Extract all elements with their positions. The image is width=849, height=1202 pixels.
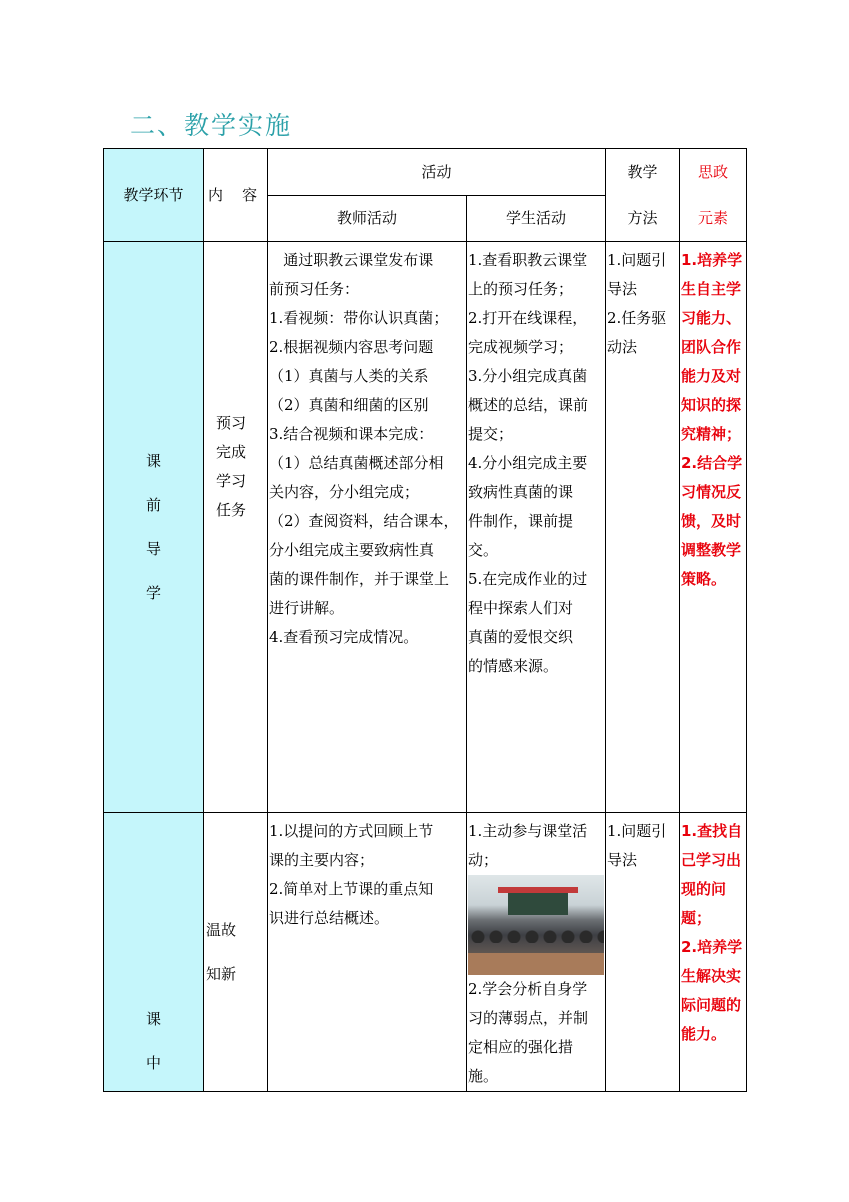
student-line: 动； [468,851,499,869]
ideo-line: 1.查找自 [681,822,743,840]
ideo-cell [680,242,747,813]
header-ideo [680,149,747,242]
student-line: 的情感来源。 [468,657,559,675]
teacher-line: （2）查阅资料，结合课本， [269,512,459,530]
student-line: 概述的总结，课前 [468,396,589,414]
ideo-line: 调整教学 [681,541,742,559]
header-content: 内 容 [204,149,268,242]
stage-char: 中 [145,1054,161,1072]
teacher-line: 菌的课件制作，并于课堂上 [269,570,450,588]
ideo-line: 2.培养学 [681,938,743,956]
teacher-line: 2.简单对上节课的重点知 [269,880,434,898]
ideo-line: 己学习出 [681,851,742,869]
student-line: 交。 [468,541,499,559]
ideo-line: 题； [681,909,712,927]
teacher-line: （2）真菌和细菌的区别 [269,396,429,414]
student-line: 2.打开在线课程， [468,309,588,327]
ideo-line: 策略。 [681,570,727,588]
teacher-line: 前预习任务： [269,280,360,298]
content-line: 任务 [216,501,247,519]
content-line: 学习 [216,472,247,490]
ideo-line: 能力及对 [681,367,742,385]
student-line: 完成视频学习； [468,338,574,356]
teacher-line: 进行讲解。 [269,599,345,617]
content-line: 温故 [206,921,237,939]
method-cell [606,242,680,813]
classroom-photo [468,875,604,975]
teacher-line: 2.根据视频内容思考问题 [269,338,434,356]
student-line: 提交； [468,425,514,443]
ideo-line: 馈，及时 [681,512,742,530]
student-line: 3.分小组完成真菌 [468,367,588,385]
teacher-line: 识进行总结概述。 [269,909,390,927]
header-ideo-line1: 思政 [697,163,728,181]
student-line: 5.在完成作业的过 [468,570,588,588]
student-line: 上的预习任务； [468,280,574,298]
teacher-line: （1）真菌与人类的关系 [269,367,429,385]
ideo-line: 际问题的 [681,996,742,1014]
student-line: 件制作，课前提 [468,512,574,530]
content-cell [204,242,268,813]
ideo-line: 现的问 [681,880,727,898]
teacher-activity-cell [268,813,467,1092]
stage-char: 前 [145,496,161,514]
method-line: 1.问题引 [607,822,667,840]
stage-char: 课 [145,452,161,470]
header-method-line2: 方法 [627,209,658,227]
teacher-line: 3.结合视频和课本完成： [269,425,434,443]
teacher-activity-cell [268,242,467,813]
teaching-plan-table [103,148,747,1092]
ideo-line: 1.培养学 [681,251,743,269]
header-method-line1: 教学 [627,163,658,181]
teacher-line: 4.查看预习完成情况。 [269,628,419,646]
content-line: 预习 [216,414,247,432]
student-line: 4.分小组完成主要 [468,454,588,472]
student-line: 致病性真菌的课 [468,483,574,501]
student-line: 1.查看职教云课堂 [468,251,588,269]
student-line: 程中探索人们对 [468,599,574,617]
method-line: 导法 [607,851,638,869]
ideo-line: 2.结合学 [681,454,743,472]
teacher-line: 关内容，分小组完成； [269,483,420,501]
stage-cell [104,242,204,813]
ideo-cell [680,813,747,1092]
teacher-line: （1）总结真菌概述部分相 [269,454,444,472]
teacher-line: 课的主要内容； [269,851,375,869]
student-line: 习的薄弱点，并制 [468,1009,589,1027]
student-activity-cell [467,813,606,1092]
ideo-line: 究精神； [681,425,742,443]
content-line: 完成 [216,443,247,461]
method-line: 导法 [607,280,638,298]
stage-cell [104,813,204,1092]
student-activity-cell [467,242,606,813]
method-line: 动法 [607,338,638,356]
header-teacher: 教师活动 [268,196,467,242]
teacher-line: 1.以提问的方式回顾上节 [269,822,434,840]
header-stage: 教学环节 [104,149,204,242]
student-line: 真菌的爱恨交织 [468,628,574,646]
header-ideo-line2: 元素 [697,209,728,227]
header-method [606,149,680,242]
ideo-line: 知识的探 [681,396,742,414]
ideo-line: 习情况反 [681,483,742,501]
method-cell [606,813,680,1092]
student-line: 定相应的强化措 [468,1038,574,1056]
content-line: 知新 [206,965,237,983]
student-line: 1.主动参与课堂活 [468,822,588,840]
ideo-line: 团队合作 [681,338,742,356]
teacher-line: 分小组完成主要致病性真 [269,541,435,559]
section-title: 二、教学实施 [130,111,293,140]
teacher-line: 通过职教云课堂发布课 [269,251,434,269]
header-activity: 活动 [268,149,606,196]
student-line: 施。 [468,1067,499,1085]
stage-char: 学 [145,584,161,602]
stage-char: 课 [145,1010,161,1028]
header-student: 学生活动 [467,196,606,242]
ideo-line: 习能力、 [681,309,742,327]
ideo-line: 生自主学 [681,280,742,298]
teacher-line: 1.看视频：带你认识真菌； [269,309,449,327]
ideo-line: 生解决实 [681,967,742,985]
method-line: 2.任务驱 [607,309,667,327]
ideo-line: 能力。 [681,1025,727,1043]
content-cell [204,813,268,1092]
student-line: 2.学会分析自身学 [468,980,588,998]
method-line: 1.问题引 [607,251,667,269]
stage-char: 导 [145,540,161,558]
